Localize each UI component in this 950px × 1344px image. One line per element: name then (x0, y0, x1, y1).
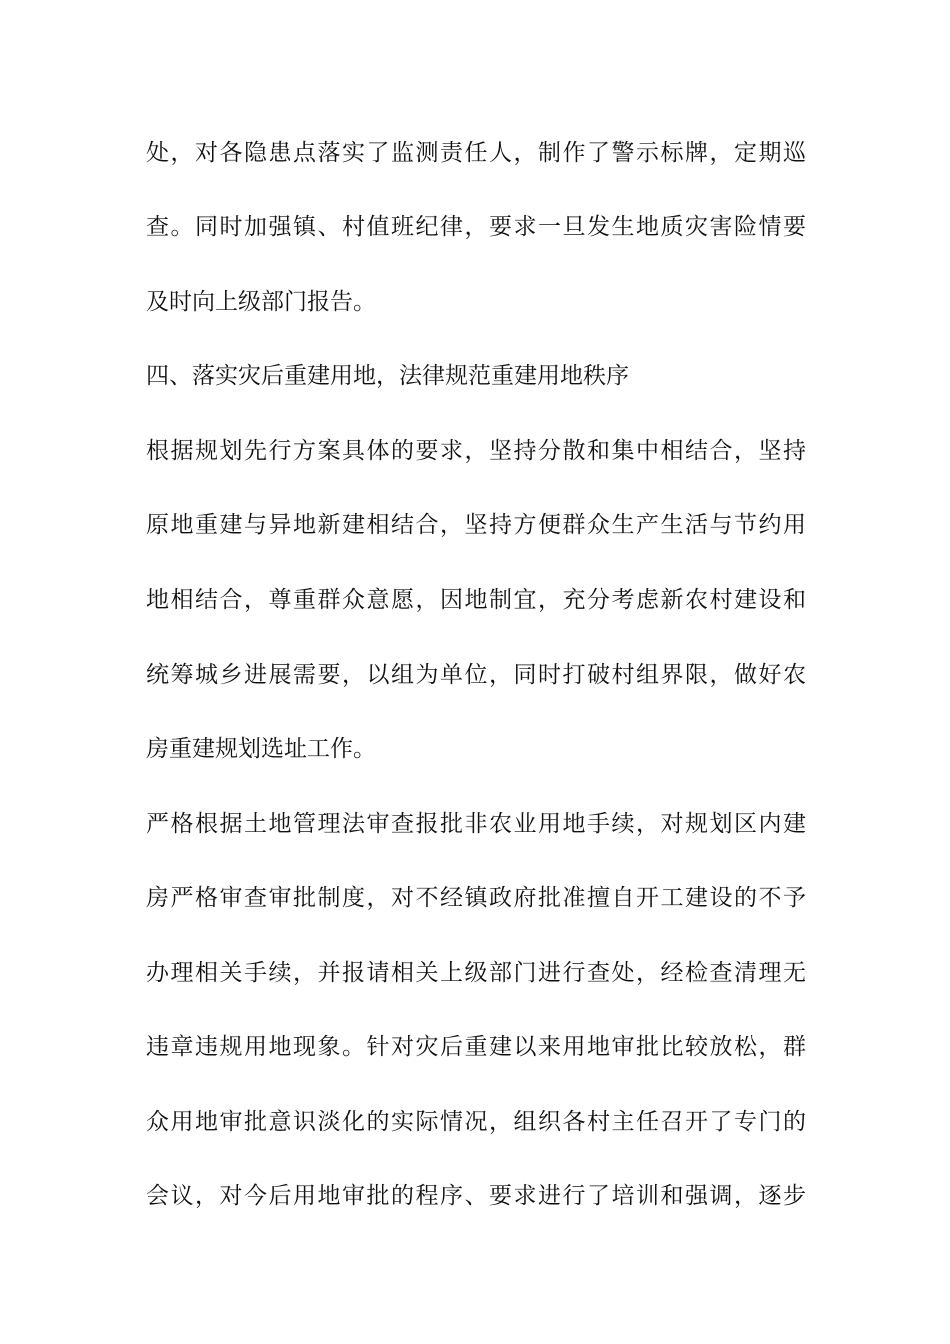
text-line-3: 及时向上级部门报告。 (146, 289, 376, 315)
text-line-11: 房严格审查审批制度，对不经镇政府批准擅自开工建设的不予 (146, 885, 806, 911)
text-line-2: 查。同时加强镇、村值班纪律，要求一旦发生地质灾害险情要 (146, 214, 806, 240)
text-line-10: 严格根据土地管理法审查报批非农业用地手续，对规划区内建 (146, 811, 806, 837)
section-heading: 四、落实灾后重建用地，法律规范重建用地秩序 (146, 363, 629, 389)
text-line-13: 违章违规用地现象。针对灾后重建以来用地审批比较放松，群 (146, 1034, 806, 1060)
text-line-15: 会议，对今后用地审批的程序、要求进行了培训和强调，逐步 (146, 1183, 806, 1209)
text-line-9: 房重建规划选址工作。 (146, 736, 376, 762)
text-line-8: 统筹城乡进展需要，以组为单位，同时打破村组界限，做好农 (146, 662, 806, 688)
text-line-12: 办理相关手续，并报请相关上级部门进行查处，经检查清理无 (146, 960, 806, 986)
text-line-6: 原地重建与异地新建相结合，坚持方便群众生产生活与节约用 (146, 512, 806, 538)
text-line-1: 处，对各隐患点落实了监测责任人，制作了警示标牌，定期巡 (146, 140, 806, 166)
text-line-7: 地相结合，尊重群众意愿，因地制宜，充分考虑新农村建设和 (146, 587, 806, 613)
text-line-5: 根据规划先行方案具体的要求，坚持分散和集中相结合，坚持 (146, 438, 806, 464)
text-line-14: 众用地审批意识淡化的实际情况，组织各村主任召开了专门的 (146, 1109, 806, 1135)
